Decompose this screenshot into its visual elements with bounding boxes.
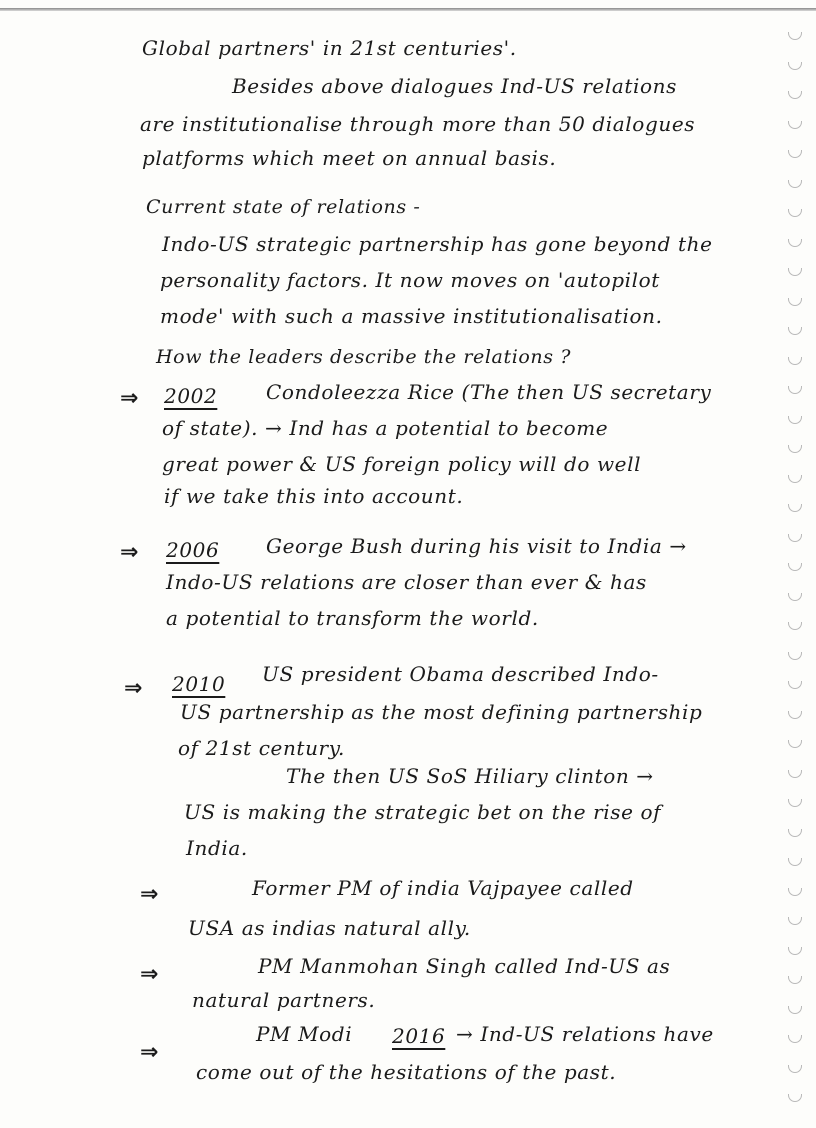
binding-ring — [788, 593, 802, 601]
binding-ring — [788, 180, 802, 188]
binding-ring — [788, 209, 802, 217]
text-line: Indo-US relations are closer than ever & has — [166, 570, 647, 594]
year-label: 2016 — [392, 1024, 446, 1048]
binding-ring — [788, 947, 802, 955]
text-line: mode' with such a massive institutionalisation. — [160, 304, 663, 328]
text-line: great power & US foreign policy will do well — [162, 452, 642, 476]
binding-ring — [788, 91, 802, 99]
text-line: of 21st century. — [178, 736, 345, 760]
year-label: 2006 — [166, 538, 220, 562]
spiral-binding — [776, 14, 816, 1124]
text-line: natural partners. — [192, 988, 376, 1012]
text-line: USA as indias natural ally. — [188, 916, 471, 940]
year-label: 2002 — [164, 384, 218, 408]
binding-ring — [788, 150, 802, 158]
bullet-arrow-icon: ⇒ — [120, 540, 139, 565]
text-line: George Bush during his visit to India → — [266, 534, 687, 558]
binding-ring — [788, 652, 802, 660]
binding-ring — [788, 416, 802, 424]
binding-ring — [788, 858, 802, 866]
year-label: 2010 — [172, 672, 226, 696]
section-heading: How the leaders describe the relations ? — [156, 346, 572, 368]
binding-ring — [788, 563, 802, 571]
binding-ring — [788, 386, 802, 394]
text-line: US president Obama described Indo- — [262, 662, 659, 686]
binding-ring — [788, 1094, 802, 1102]
text-line: a potential to transform the world. — [166, 606, 539, 630]
text-line: if we take this into account. — [164, 484, 464, 508]
binding-ring — [788, 62, 802, 70]
text-line: Indo-US strategic partnership has gone beyond the — [162, 232, 713, 256]
text-line: India. — [186, 836, 248, 860]
binding-ring — [788, 445, 802, 453]
binding-ring — [788, 829, 802, 837]
binding-ring — [788, 711, 802, 719]
binding-ring — [788, 121, 802, 129]
binding-ring — [788, 327, 802, 335]
binding-ring — [788, 1006, 802, 1014]
binding-ring — [788, 504, 802, 512]
text-line: personality factors. It now moves on 'autopilot — [160, 268, 660, 292]
text-line: Condoleezza Rice (The then US secretary — [266, 380, 712, 404]
binding-ring — [788, 32, 802, 40]
page-top-edge — [0, 8, 816, 11]
binding-ring — [788, 268, 802, 276]
bullet-arrow-icon: ⇒ — [124, 676, 143, 701]
binding-ring — [788, 1035, 802, 1043]
text-line: of state). → Ind has a potential to become — [162, 416, 609, 440]
binding-ring — [788, 298, 802, 306]
binding-ring — [788, 1065, 802, 1073]
text-line: Former PM of india Vajpayee called — [252, 876, 634, 900]
binding-ring — [788, 622, 802, 630]
bullet-arrow-icon: ⇒ — [120, 386, 139, 411]
binding-ring — [788, 770, 802, 778]
text-line: PM Modi — [256, 1022, 353, 1046]
text-line: Global partners' in 21st centuries'. — [142, 36, 517, 60]
text-line: come out of the hesitations of the past. — [196, 1060, 617, 1084]
binding-ring — [788, 740, 802, 748]
bullet-arrow-icon: ⇒ — [140, 962, 159, 987]
bullet-arrow-icon: ⇒ — [140, 1040, 159, 1065]
section-heading: Current state of relations - — [146, 196, 421, 218]
binding-ring — [788, 239, 802, 247]
bullet-arrow-icon: ⇒ — [140, 882, 159, 907]
text-line: US partnership as the most defining partnership — [180, 700, 703, 724]
binding-ring — [788, 888, 802, 896]
binding-ring — [788, 976, 802, 984]
text-line: platforms which meet on annual basis. — [142, 146, 557, 170]
text-line: US is making the strategic bet on the rise of — [184, 800, 662, 824]
binding-ring — [788, 917, 802, 925]
text-line: → Ind-US relations have — [456, 1022, 714, 1046]
binding-ring — [788, 475, 802, 483]
text-line: The then US SoS Hiliary clinton → — [286, 764, 654, 788]
text-line: PM Manmohan Singh called Ind-US as — [258, 954, 671, 978]
binding-ring — [788, 534, 802, 542]
binding-ring — [788, 357, 802, 365]
text-line: Besides above dialogues Ind-US relations — [232, 74, 678, 98]
text-line: are institutionalise through more than 50 dialogues — [140, 112, 696, 136]
binding-ring — [788, 681, 802, 689]
binding-ring — [788, 799, 802, 807]
